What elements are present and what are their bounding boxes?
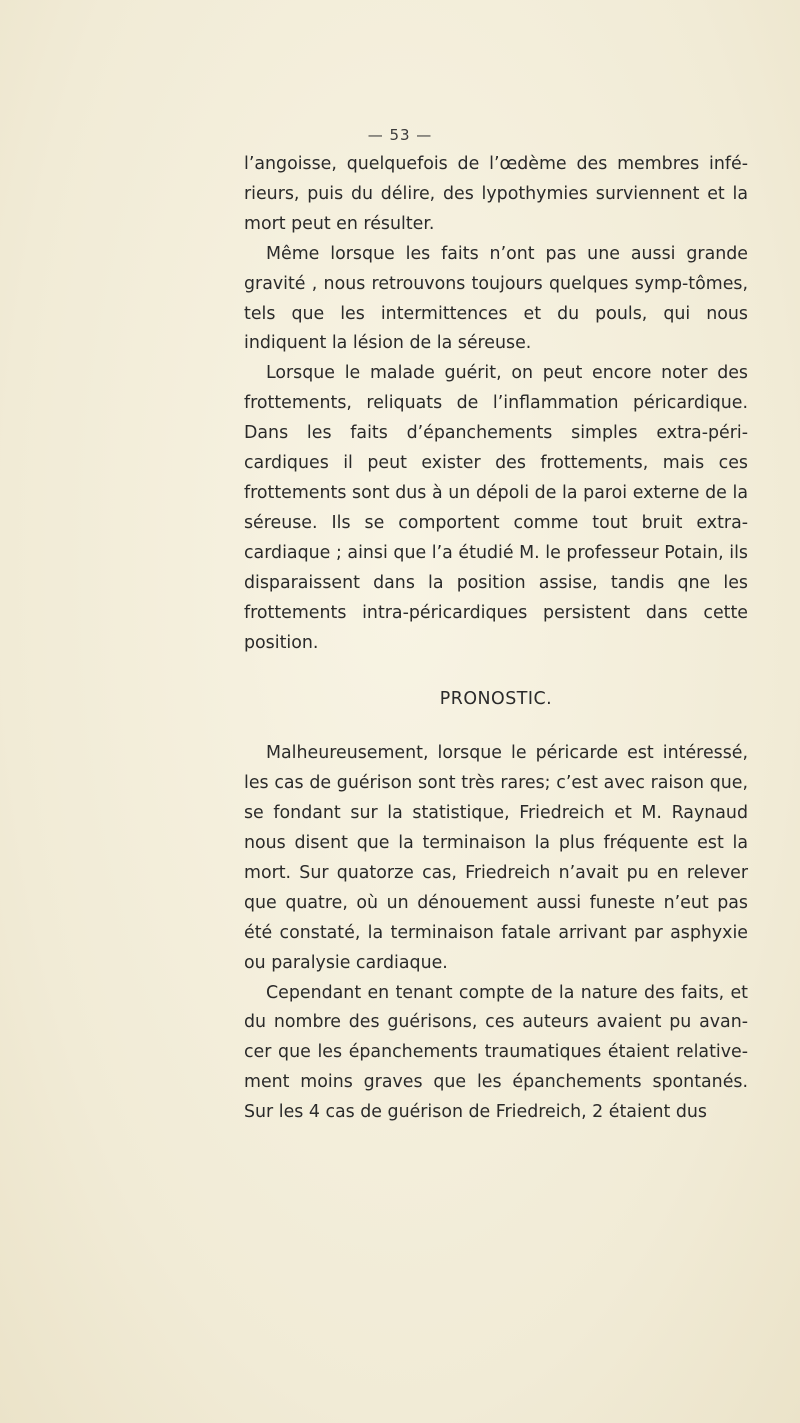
paragraph-1: l’angoisse, quelquefois de l’œdème des membres infé-rieurs, puis du délire, des lypothymies surviennent et la mort peut en résulter. xyxy=(244,154,748,234)
paragraph-4: Malheureusement, lorsque le péricarde est intéressé, les cas de guérison sont très rares; c’est avec raison que, se fondant sur la statistique, Friedreich et M. Raynaud nous disent que la terminaison la plus fréquente est la mort. Sur quatorze cas, Friedreich n’avait pu en relever que quatre, où un dénouement aussi funeste n’eut pas été constaté, la terminaison fatale arrivant par asphyxie ou paralysie cardiaque. xyxy=(244,743,748,973)
page-number: — 53 — xyxy=(367,126,433,144)
paragraph-2: Même lorsque les faits n’ont pas une aussi grande gravité , nous retrouvons toujours quelques symp-tômes, tels que les intermittences et du pouls, qui nous indiquent la lésion de la séreuse. xyxy=(244,243,748,354)
paragraph-5: Cependant en tenant compte de la nature des faits, et du nombre des guérisons, ces auteurs avaient pu avan-cer que les épanchements traumatiques étaient relative-ment moins graves que les épanchements spontanés. Sur les 4 cas de guérison de Friedreich, 2 étaient dus xyxy=(244,982,748,1123)
paragraph-3: Lorsque le malade guérit, on peut encore noter des frottements, reliquats de l’inflammation péricardique. Dans les faits d’épanchements simples extra-péri-cardiques il peut exister des frottements, mais ces frottements sont dus à un dépoli de la paroi externe de la séreuse. Ils se comportent comme tout bruit extra-cardiaque ; ainsi que l’a étudié M. le professeur Potain, ils disparaissent dans la position assise, tandis qne les frottements intra-péricardiques persistent dans cette position. xyxy=(244,363,748,653)
section-heading: PRONOSTIC. xyxy=(439,689,553,710)
page-body xyxy=(244,150,748,1128)
